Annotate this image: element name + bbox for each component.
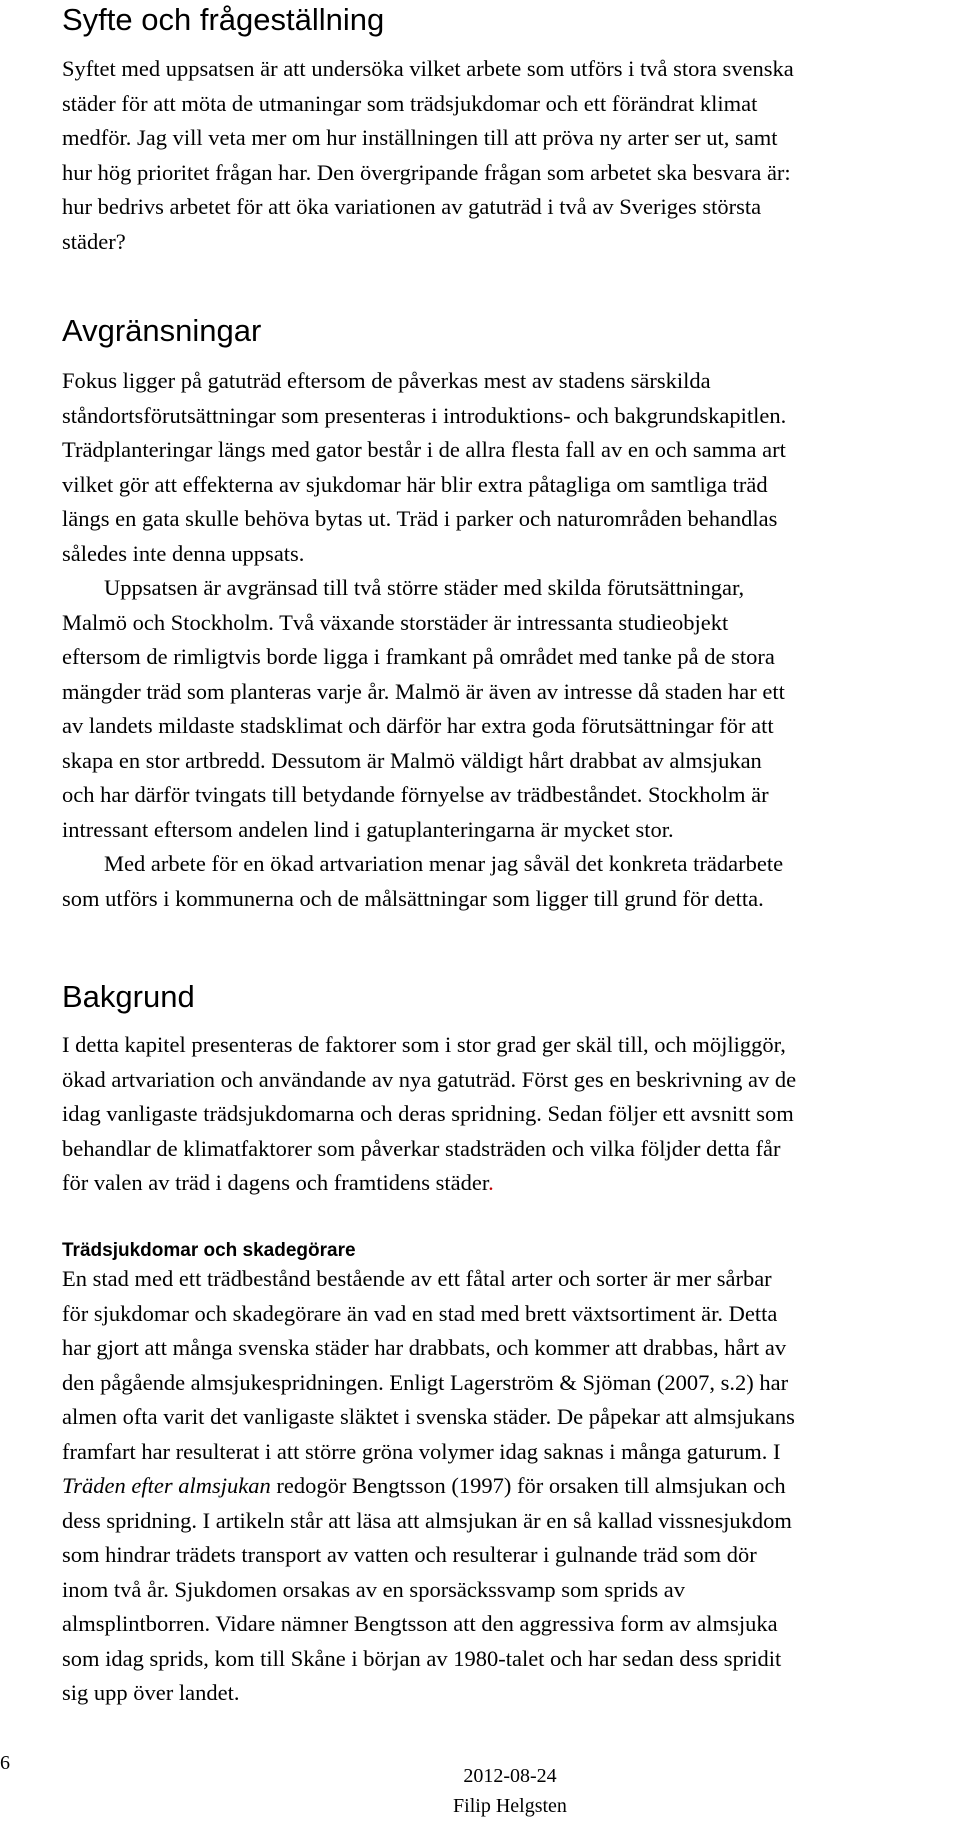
- paragraph-bakgrund-end: .: [488, 1170, 494, 1195]
- footer-date: 2012-08-24: [463, 1765, 557, 1787]
- book-title: Träden efter almsjukan: [62, 1473, 271, 1498]
- paragraph-avgransningar-3: Med arbete för en ökad artvariation menar jag såväl det konkreta trädarbete som utförs i kommunerna och de målsättningar som ligger till grund för detta.: [62, 851, 784, 911]
- section-heading-syfte: Syfte och frågeställning: [62, 2, 385, 37]
- footer-author: Filip Helgsten: [453, 1795, 567, 1817]
- section-heading-bakgrund: Bakgrund: [62, 979, 195, 1014]
- paragraph-avgransningar-2: Uppsatsen är avgränsad till två större städer med skilda förutsättningar, Malmö och Stockholm. Två växande storstäder är intressanta studieobjekt eftersom de rimligtvis borde ligga i framkant på området med tanke på de stora mängder träd som planteras varje år. Malmö är även av intresse då staden har ett av landets mildaste stadsklimat och därför har extra goda förutsättningar för att skapa en stor artbredd. Dessutom är Malmö väldigt hårt drabbat av almsjukan och har därför tvingats till betydande förnyelse av trädbeståndet. Stockholm är intressant eftersom andelen lind i gatuplanteringarna är mycket stor.: [62, 575, 785, 842]
- page-number: 6: [0, 1752, 10, 1774]
- paragraph-tradsjukdomar-part2: redogör Bengtsson (1997) för orsaken till almsjukan och dess spridning. I artikeln står att läsa att almsjukan är en så kallad vissnesjukdom som hindrar trädets transport av vatten och resulterar i gulnande träd som dör inom två år. Sjukdomen orsakas av en sporsäckssvamp som sprids av almsplintborren. Vidare nämner Bengtsson att den aggressiva form av almsjuka som idag sprids, kom till Skåne i början av 1980-talet och har sedan dess spridit sig upp över landet.: [62, 1473, 792, 1705]
- paragraph-syfte: Syftet med uppsatsen är att undersöka vilket arbete som utförs i två stora svenska städer för att möta de utmaningar som trädsjukdomar och ett förändrat klimat medför. Jag vill veta mer om hur inställningen till att pröva ny arter ser ut, samt hur hög prioritet frågan har. Den övergripande frågan som arbetet ska besvara är: hur bedrivs arbetet för att öka variationen av gatuträd i två av Sveriges största städer?: [62, 56, 794, 254]
- paragraph-bakgrund: [62, 1028, 960, 1201]
- paragraph-avgransningar-1: Fokus ligger på gatuträd eftersom de påverkas mest av stadens särskilda ståndortsförutsättningar som presenteras i introduktions- och bakgrundskapitlen. Trädplanteringar längs med gator består i de allra flesta fall av en och samma art vilket gör att effekterna av sjukdomar här blir extra påtagliga om samtliga träd längs en gata skulle behöva bytas ut. Träd i parker och naturområden behandlas således inte denna uppsats.: [62, 368, 787, 566]
- paragraph-tradsjukdomar: [62, 1262, 960, 1711]
- paragraph-bakgrund-text: I detta kapitel presenteras de faktorer som i stor grad ger skäl till, och möjliggör, ökad artvariation och användande av nya gatuträd. Först ges en beskrivning av de idag vanligaste trädsjukdomarna och deras spridning. Sedan följer ett avsnitt som behandlar de klimatfaktorer som påverkar stadsträden och vilka följder detta får för valen av träd i dagens och framtidens städer: [62, 1032, 797, 1195]
- section-heading-avgransningar: Avgränsningar: [62, 313, 262, 348]
- subsection-heading-tradsjukdomar: Trädsjukdomar och skadegörare: [62, 1240, 356, 1261]
- paragraph-tradsjukdomar-part1: En stad med ett trädbestånd bestående av ett fåtal arter och sorter är mer sårbar för sjukdomar och skadegörare än vad en stad med brett växtsortiment är. Detta har gjort att många svenska städer har drabbats, och kommer att drabbas, hårt av den pågående almsjukespridningen. Enligt Lagerström & Sjöman (2007, s.2) har almen ofta varit det vanligaste släktet i svenska städer. De påpekar att almsjukans framfart har resulterat i att större gröna volymer idag saknas i många gaturum. I: [62, 1266, 795, 1464]
